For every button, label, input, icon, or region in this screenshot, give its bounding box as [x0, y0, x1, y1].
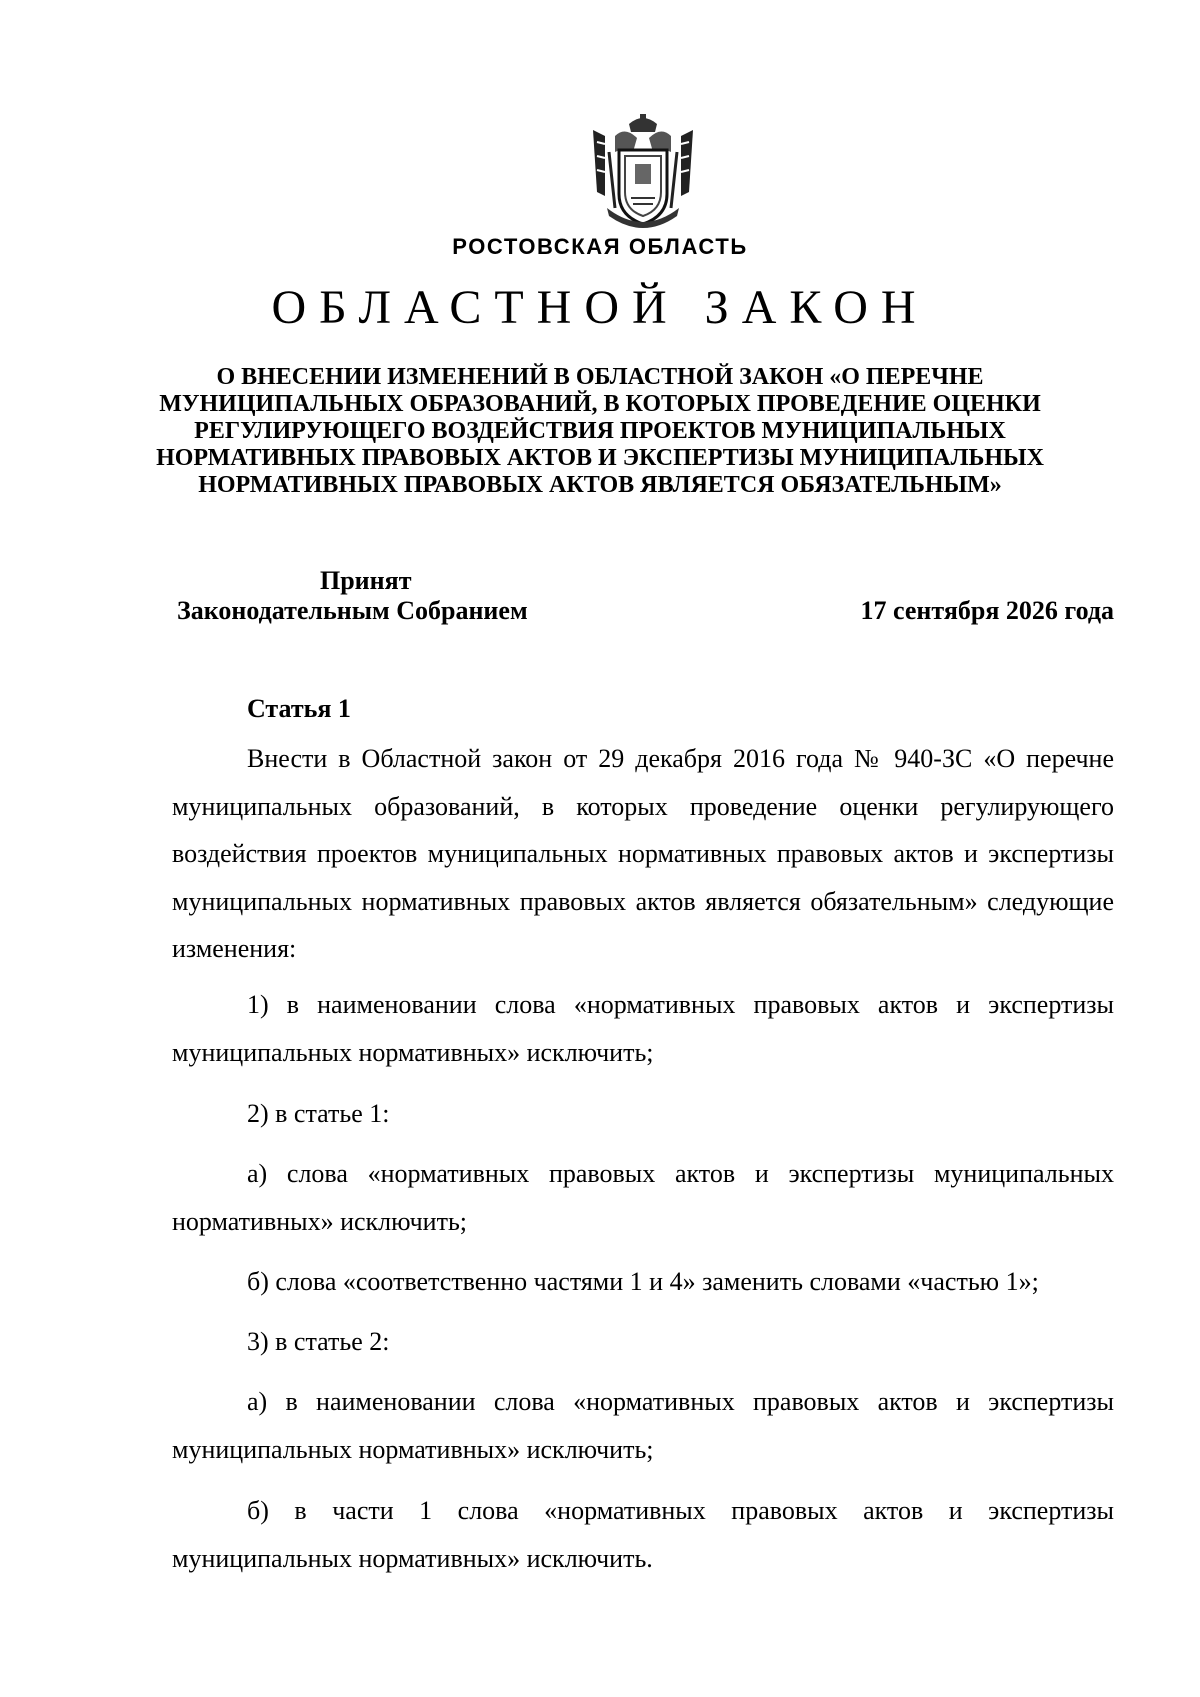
paragraph-item: а) в наименовании слова «нормативных правовых актов и экспертизы муниципальных нормативных» исключить; — [172, 1387, 1114, 1464]
adopted-label: Принят — [320, 566, 412, 595]
coat-of-arms-icon — [585, 112, 701, 234]
article-heading: Статья 1 — [247, 694, 351, 723]
paragraph-item: б) в части 1 слова «нормативных правовых актов и экспертизы муниципальных нормативных» исключить. — [172, 1496, 1114, 1573]
adoption-date: 17 сентября 2026 года — [860, 596, 1114, 625]
law-subject-title: О ВНЕСЕНИИ ИЗМЕНЕНИЙ В ОБЛАСТНОЙ ЗАКОН «О ПЕРЕЧНЕ МУНИЦИПАЛЬНЫХ ОБРАЗОВАНИЙ, В КОТОРЫХ ПРОВЕДЕНИЕ ОЦЕНКИ РЕГУЛИРУЮЩЕГО ВОЗДЕЙСТВИЯ ПРОЕКТОВ МУНИЦИПАЛЬНЫХ НОРМАТИВНЫХ ПРАВОВЫХ АКТОВ И ЭКСПЕРТИЗЫ МУНИЦИПАЛЬНЫХ НОРМАТИВНЫХ ПРАВОВЫХ АКТОВ ЯВЛЯЕТСЯ ОБЯЗАТЕЛЬНЫМ» — [156, 364, 1044, 498]
paragraph-item: 1) в наименовании слова «нормативных правовых актов и экспертизы муниципальных нормативных» исключить; — [172, 990, 1114, 1067]
law-type-title: ОБЛАСТНОЙ ЗАКОН — [271, 281, 929, 334]
paragraph-item: а) слова «нормативных правовых актов и экспертизы муниципальных нормативных» исключить; — [172, 1159, 1114, 1236]
paragraph-item: б) слова «соответственно частями 1 и 4» заменить словами «частью 1»; — [247, 1267, 1039, 1296]
region-name: РОСТОВСКАЯ ОБЛАСТЬ — [452, 234, 748, 259]
paragraph-item: 3) в статье 2: — [247, 1327, 390, 1356]
adopted-by: Законодательным Собранием — [177, 596, 528, 625]
paragraph-intro: Внести в Областной закон от 29 декабря 2016 года № 940-ЗС «О перечне муниципальных образований, в которых проведение оценки регулирующего воздействия проектов муниципальных нормативных правовых актов и экспертизы муниципальных нормативных правовых актов является обязательным» следующие изменения: — [172, 744, 1114, 963]
paragraph-item: 2) в статье 1: — [247, 1099, 390, 1128]
